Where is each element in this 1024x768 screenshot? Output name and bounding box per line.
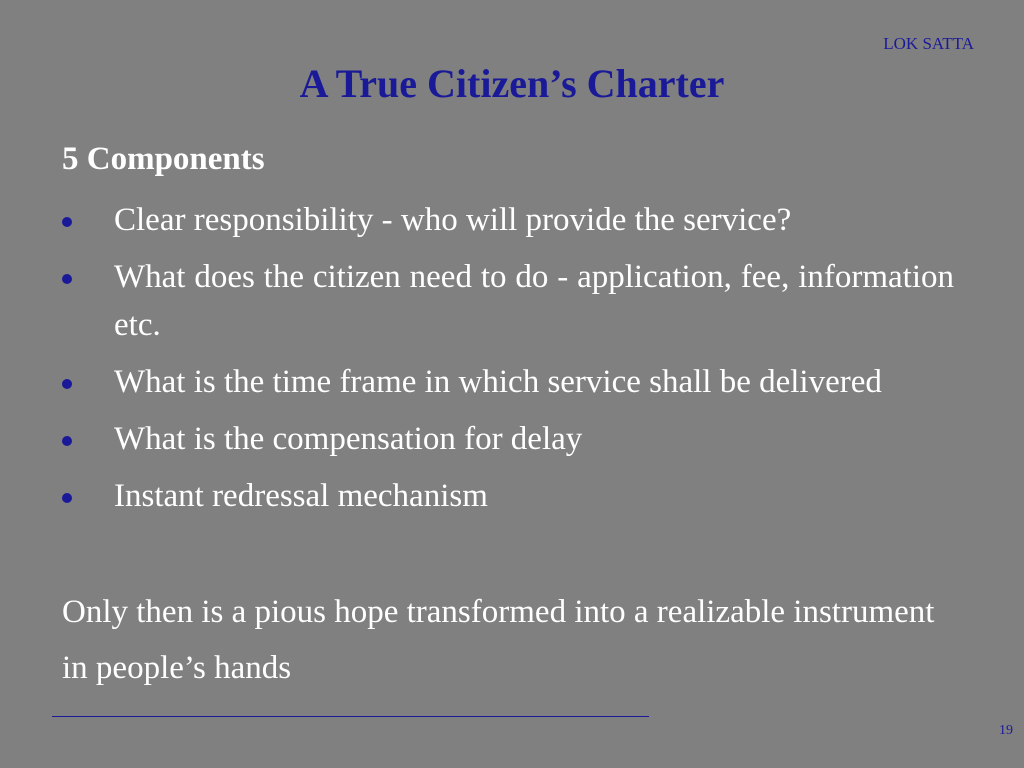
- bullet-item: [62, 472, 954, 520]
- closing-statement: Only then is a pious hope transformed into a realizable instrument in people’s hands: [62, 594, 935, 686]
- bullet-item: [62, 358, 954, 406]
- bullet-icon: [62, 379, 72, 389]
- bullet-text: What is the time frame in which service shall be delivered: [114, 364, 882, 400]
- bullet-item: [62, 415, 954, 463]
- bullet-icon: [62, 436, 72, 446]
- bullet-text: Instant redressal mechanism: [114, 478, 488, 514]
- org-label: LOK SATTA: [883, 34, 974, 53]
- bullet-text: What is the compensation for delay: [114, 421, 583, 457]
- bullet-text: What does the citizen need to do - application, fee, information etc.: [114, 259, 954, 343]
- bullet-icon: [62, 493, 72, 503]
- bullet-list: [62, 196, 954, 529]
- bullet-text: Clear responsibility - who will provide the service?: [114, 202, 792, 238]
- footer-divider: [52, 716, 649, 717]
- bullet-icon: [62, 274, 72, 284]
- bullet-icon: [62, 217, 72, 227]
- page-number: 19: [999, 723, 1013, 738]
- slide-title: A True Citizen’s Charter: [299, 61, 725, 106]
- bullet-item: [62, 196, 954, 244]
- section-subheading: 5 Components: [62, 141, 265, 177]
- bullet-item: [62, 253, 954, 349]
